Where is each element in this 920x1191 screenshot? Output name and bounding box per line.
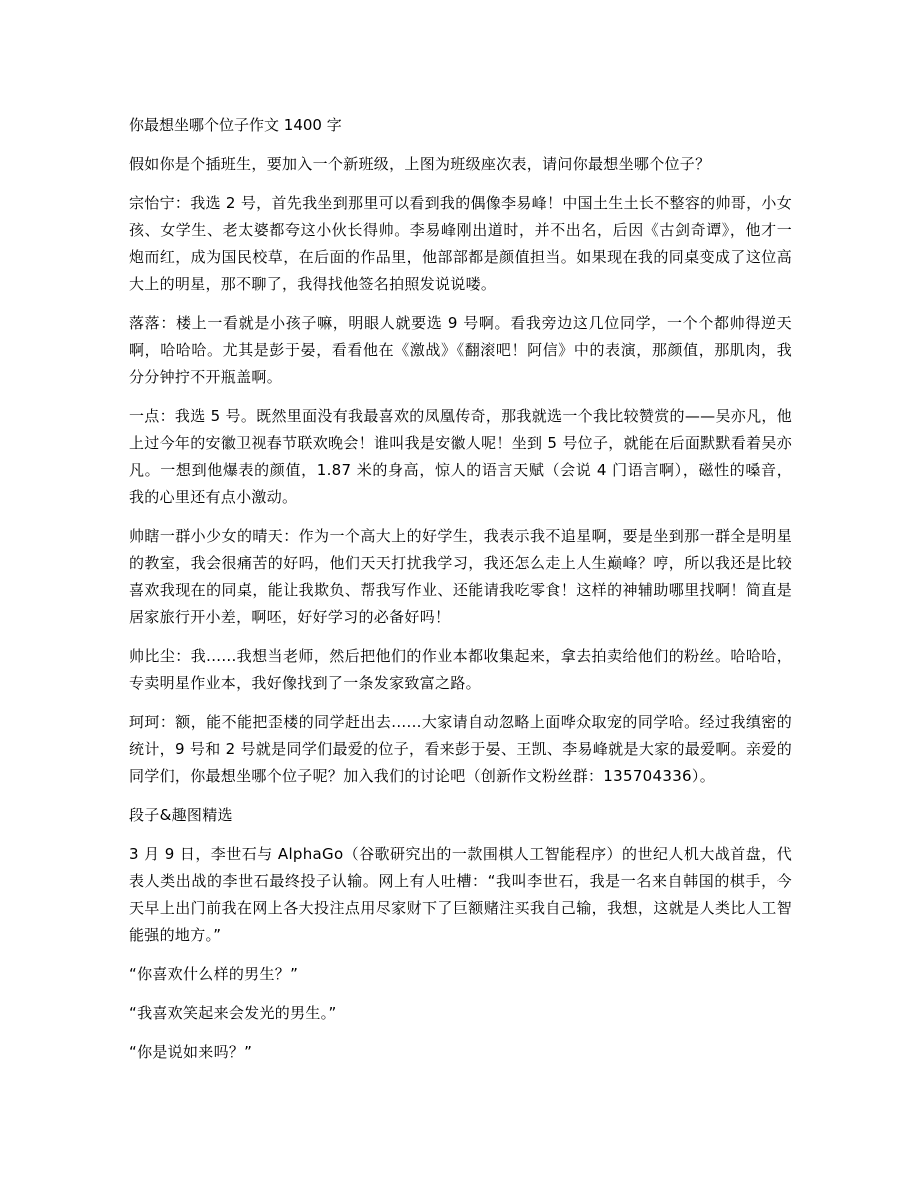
paragraph-shuaibichen: 帅比尘：我......我想当老师，然后把他们的作业本都收集起来，拿去拍卖给他们的粉丝。哈哈哈，专卖明星作业本，我好像找到了一条发家致富之路。 (129, 647, 792, 692)
paragraph-quote-1: “你喜欢什么样的男生？” (129, 965, 299, 983)
paragraph-quote-2: “我喜欢笑起来会发光的男生。” (129, 1004, 337, 1022)
paragraph-alphago: 3 月 9 日，李世石与 AlphaGo（谷歌研究出的一款围棋人工智能程序）的世纪人机大战首盘，代表人类出战的李世石最终投子认输。网上有人吐槽：“我叫李世石，我是一名来自韩国的棋手，今天早上出门前我在网上各大投注点用尽家财下了巨额赌注买我自己输，我想，这就是人类比人工智能强的地方。” (129, 845, 792, 944)
paragraph-keke: 珂珂：额，能不能把歪楼的同学赶出去......大家请自动忽略上面哗众取宠的同学哈。经过我缜密的统计，9 号和 2 号就是同学们最爱的位子，看来彭于晏、王凯、李易峰就是大家的最爱啊。亲爱的同学们，你最想坐哪个位子呢？加入我们的讨论吧（创新作文粉丝群：135704336）。 (129, 713, 792, 785)
document-title: 你最想坐哪个位子作文 1400 字 (129, 116, 342, 134)
paragraph-quote-3: “你是说如来吗？” (129, 1043, 253, 1061)
section-heading-duanzi: 段子&趣图精选 (129, 806, 233, 824)
paragraph-luoluo: 落落：楼上一看就是小孩子嘛，明眼人就要选 9 号啊。看我旁边这几位同学，一个个都帅得逆天啊，哈哈哈。尤其是彭于晏，看看他在《激战》《翻滚吧！阿信》中的表演，那颜值，那肌肉，我分分钟拧不开瓶盖啊。 (129, 314, 792, 386)
paragraph-intro: 假如你是个插班生，要加入一个新班级，上图为班级座次表，请问你最想坐哪个位子？ (129, 155, 711, 173)
paragraph-yidian: 一点：我选 5 号。既然里面没有我最喜欢的凤凰传奇，那我就选一个我比较赞赏的——吴亦凡，他上过今年的安徽卫视春节联欢晚会！谁叫我是安徽人呢！坐到 5 号位子，就能在后面默默看着吴亦凡。一想到他爆表的颜值，1.87 米的身高，惊人的语言天赋（会说 4 门语言啊），磁性的嗓音，我的心里还有点小激动。 (129, 407, 792, 506)
paragraph-qingtian: 帅瞎一群小少女的晴天：作为一个高大上的好学生，我表示我不追星啊，要是坐到那一群全是明星的教室，我会很痛苦的好吗，他们天天打扰我学习，我还怎么走上人生巅峰？哼，所以我还是比较喜欢我现在的同桌，能让我欺负、帮我写作业、还能请我吃零食！这样的神辅助哪里找啊！简直是居家旅行开小差，啊呸，好好学习的必备好吗！ (129, 527, 792, 626)
paragraph-zongyining: 宗怡宁：我选 2 号，首先我坐到那里可以看到我的偶像李易峰！中国土生土长不整容的帅哥，小女孩、女学生、老太婆都夸这小伙长得帅。李易峰刚出道时，并不出名，后因《古剑奇谭》，他才一炮而红，成为国民校草，在后面的作品里，他部部都是颜值担当。如果现在我的同桌变成了这位高大上的明星，那不聊了，我得找他签名拍照发说说喽。 (129, 194, 792, 293)
